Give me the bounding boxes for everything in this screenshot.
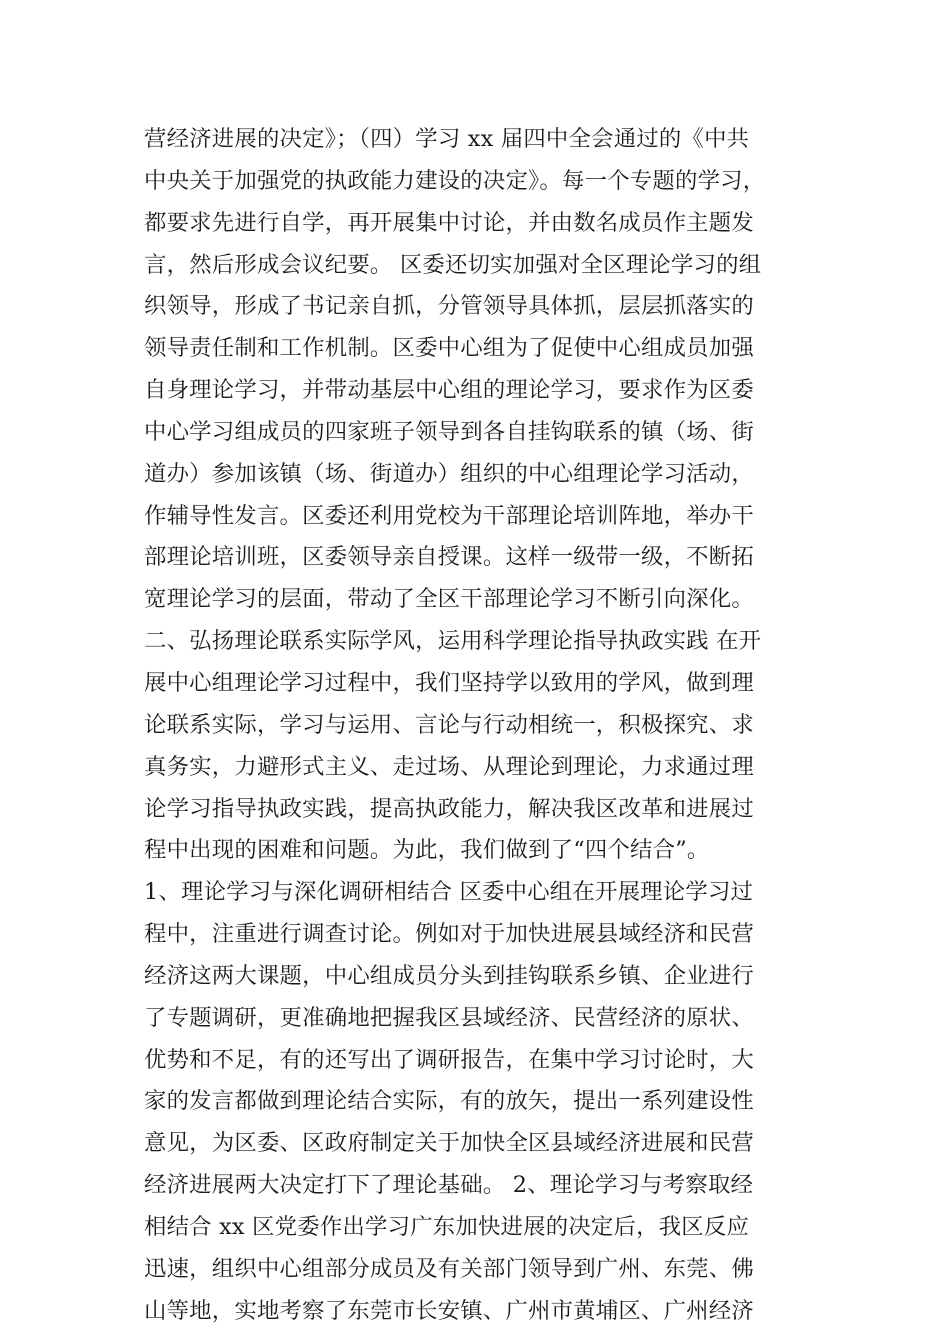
text-line: 作辅导性发言。区委还利用党校为干部理论培训阵地，举办干	[144, 502, 754, 529]
text-line: 真务实，力避形式主义、走过场、从理论到理论，力求通过理	[144, 753, 754, 780]
text-line: 都要求先进行自学，再开展集中讨论，并由数名成员作主题发	[144, 209, 754, 236]
text-line: 山等地，实地考察了东莞市长安镇、广州市黄埔区、广州经济	[144, 1297, 754, 1324]
text-line: 了专题调研，更准确地把握我区县域经济、民营经济的原状、	[144, 1004, 754, 1031]
text-line: 言，然后形成会议纪要。 区委还切实加强对全区理论学习的组	[144, 251, 762, 278]
document-body	[144, 119, 810, 1332]
text-line: 迅速，组织中心组部分成员及有关部门领导到广州、东莞、佛	[144, 1255, 754, 1282]
text-line: 部理论培训班，区委领导亲自授课。这样一级带一级，不断拓	[144, 544, 754, 571]
text-line: 经济这两大课题，中心组成员分头到挂钩联系乡镇、企业进行	[144, 962, 754, 989]
text-line: 意见，为区委、区政府制定关于加快全区县域经济进展和民营	[144, 1130, 754, 1157]
text-line: 宽理论学习的层面，带动了全区干部理论学习不断引向深化。	[144, 586, 754, 613]
text-line: 道办）参加该镇（场、街道办）组织的中心组理论学习活动，	[144, 460, 754, 487]
text-line: 经济进展两大决定打下了理论基础。 2、理论学习与考察取经	[144, 1172, 754, 1199]
text-line: 论联系实际，学习与运用、言论与行动相统一，积极探究、求	[144, 711, 754, 738]
subsection-heading-line: 1、理论学习与深化调研相结合 区委中心组在开展理论学习过	[144, 879, 754, 906]
text-line: 自身理论学习，并带动基层中心组的理论学习，要求作为区委	[144, 377, 754, 404]
text-line: 展中心组理论学习过程中，我们坚持学以致用的学风，做到理	[144, 669, 754, 696]
text-line: 领导责任制和工作机制。区委中心组为了促使中心组成员加强	[144, 335, 754, 362]
text-line: 程中，注重进行调查讨论。例如对于加快进展县域经济和民营	[144, 921, 754, 948]
text-line: 优势和不足，有的还写出了调研报告，在集中学习讨论时，大	[144, 1046, 754, 1073]
text-line: 相结合 xx 区党委作出学习广东加快进展的决定后，我区反应	[144, 1213, 750, 1240]
text-line: 营经济进展的决定》；（四）学习 xx 届四中全会通过的《中共	[144, 126, 750, 152]
text-line: 论学习指导执政实践，提高执政能力，解决我区改革和进展过	[144, 795, 754, 822]
text-line: 中央关于加强党的执政能力建设的决定》。每一个专题的学习，	[144, 167, 766, 194]
text-line: 中心学习组成员的四家班子领导到各自挂钩联系的镇（场、街	[144, 418, 754, 445]
text-line: 程中出现的困难和问题。为此，我们做到了“四个结合”。	[144, 837, 710, 864]
text-line: 家的发言都做到理论结合实际，有的放矢，提出一系列建设性	[144, 1088, 754, 1115]
text-line: 织领导，形成了书记亲自抓，分管领导具体抓，层层抓落实的	[144, 293, 754, 320]
section-heading-line: 二、弘扬理论联系实际学风，运用科学理论指导执政实践 在开	[144, 628, 762, 655]
